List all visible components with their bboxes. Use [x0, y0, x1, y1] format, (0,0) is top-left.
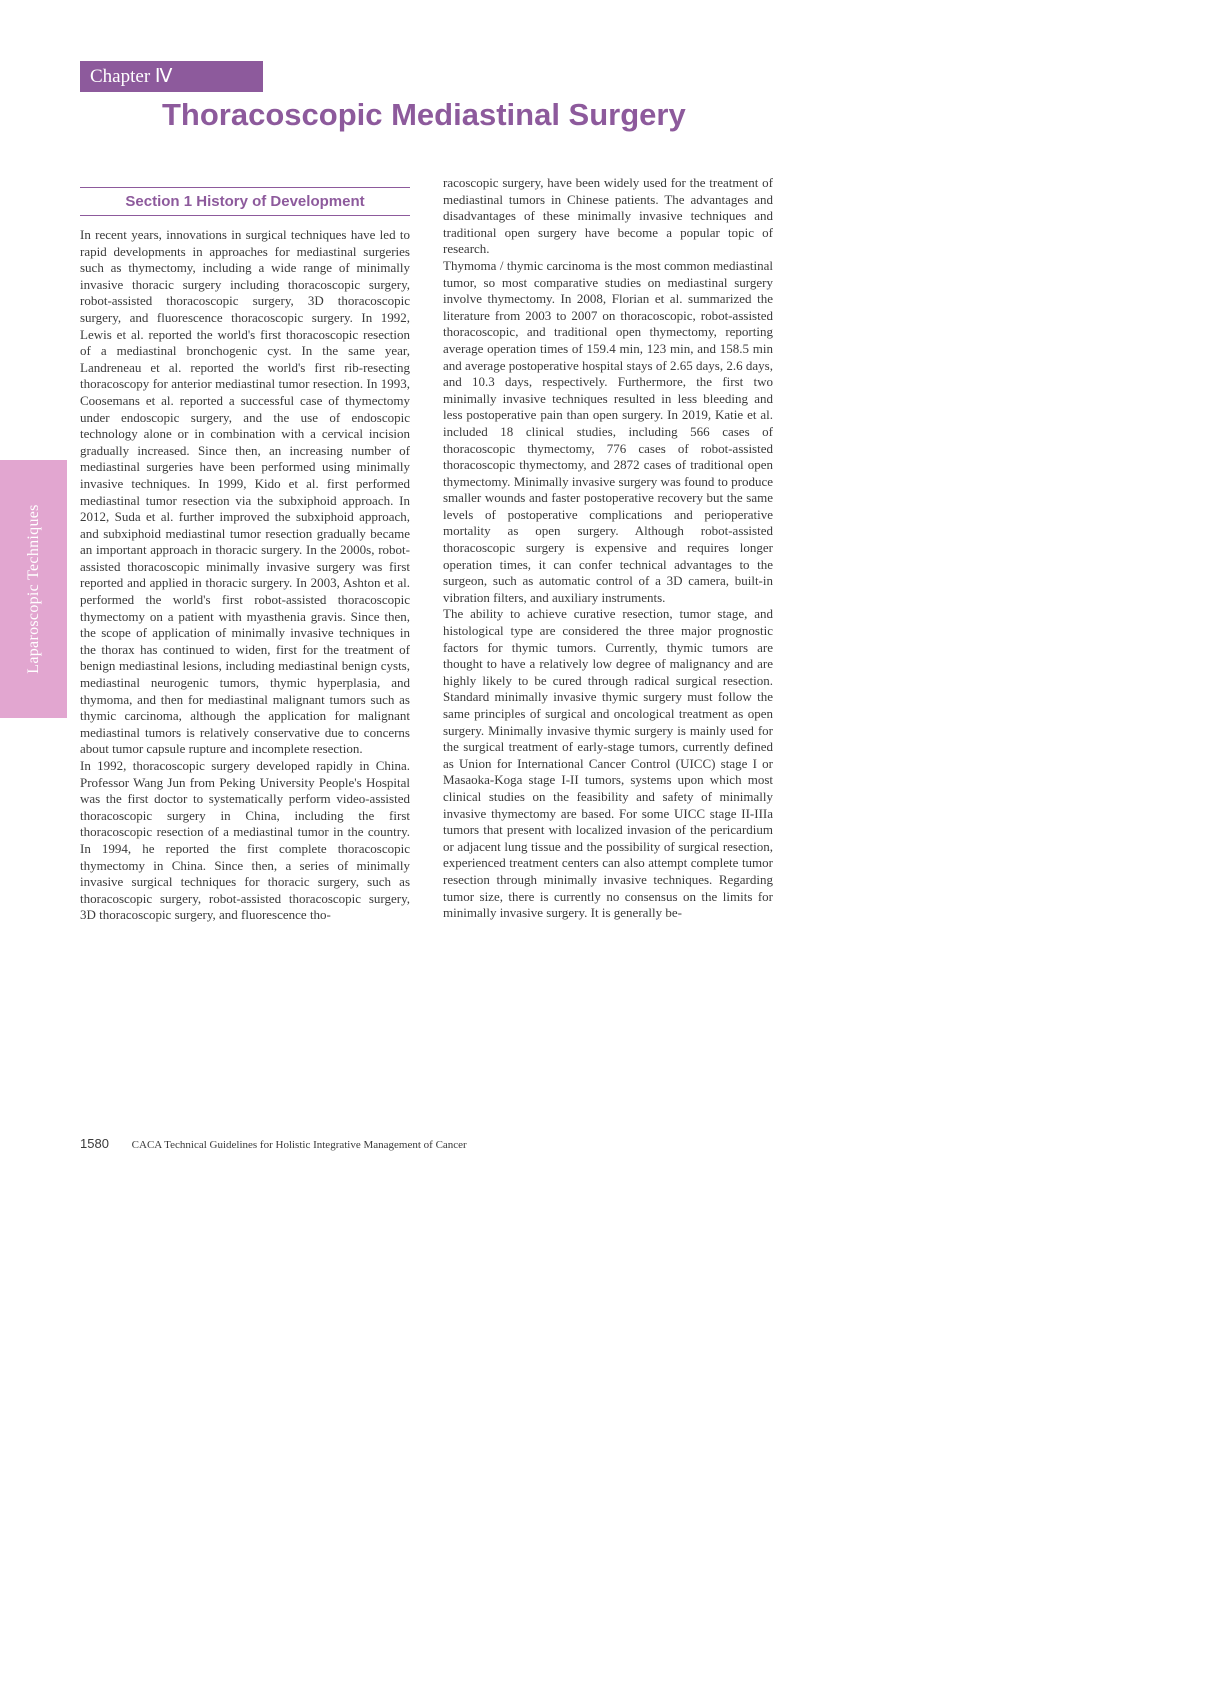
- chapter-label: Chapter Ⅳ: [80, 61, 263, 92]
- page-number: 1580: [80, 1136, 109, 1151]
- chapter-title: Thoracoscopic Mediastinal Surgery: [162, 97, 686, 132]
- page-footer: [80, 1136, 467, 1151]
- paragraph: In 1992, thoracoscopic surgery developed rapidly in China. Professor Wang Jun from Peking University People's Hospital was the first doctor to systematically perform video-assisted thoracoscopic surgery in China, including the first thoracoscopic resection of a mediastinal tumor in the country. In 1994, he reported the first complete thoracoscopic thymectomy in China. Since then, a series of minimally invasive surgical techniques for thoracic surgery, such as thoracoscopic surgery, robot-assisted thoracoscopic surgery, 3D thoracoscopic surgery, and fluorescence tho-: [80, 758, 410, 923]
- left-column: [80, 187, 410, 924]
- paragraph: Thymoma / thymic carcinoma is the most common mediastinal tumor, so most comparative studies on mediastinal surgery involve thymectomy. In 2008, Florian et al. summarized the literature from 2003 to 2007 on thoracoscopic, robot-assisted thoracoscopic, and traditional open thymectomy, reporting average operation times of 159.4 min, 123 min, and 158.5 min and average postoperative hospital stays of 2.65 days, 2.6 days, and 10.3 days, respectively. Furthermore, the first two minimally invasive techniques resulted in less bleeding and less postoperative pain than open surgery. In 2019, Katie et al. included 18 clinical studies, including 566 cases of thoracoscopic thymectomy, 776 cases of robot-assisted thoracoscopic thymectomy, and 2872 cases of traditional open thymectomy. Minimally invasive surgery was found to produce smaller wounds and faster postoperative recovery but the same levels of postoperative complications and perioperative mortality as open surgery. Although robot-assisted thoracoscopic surgery is expensive and requires longer operation times, it can confer technical advantages to the surgeon, such as automatic control of a 3D camera, built-in vibration filters, and auxiliary instruments.: [443, 257, 773, 605]
- paragraph: racoscopic surgery, have been widely used for the treatment of mediastinal tumors in Chinese patients. The advantages and disadvantages of these minimally invasive techniques and traditional open surgery have become a popular topic of research.: [443, 175, 773, 257]
- publication-title: CACA Technical Guidelines for Holistic Integrative Management of Cancer: [131, 1139, 467, 1151]
- section-heading: Section 1 History of Development: [80, 187, 410, 216]
- side-tab-label: Laparoscopic Techniques: [24, 504, 42, 674]
- paragraph: In recent years, innovations in surgical techniques have led to rapid developments in approaches for mediastinal surgeries such as thymectomy, including a wide range of minimally invasive thoracic surgery including thoracoscopic surgery, robot-assisted thoracoscopic surgery, 3D thoracoscopic surgery, and fluorescence thoracoscopic surgery. In 1992, Lewis et al. reported the world's first thoracoscopic resection of a mediastinal bronchogenic cyst. In the same year, Landreneau et al. reported the world's first rib-resecting thoracoscopy for anterior mediastinal tumor resection. In 1993, Coosemans et al. reported a successful case of thymectomy under endoscopic surgery, and the use of endoscopic technology alone or in combination with a cervical incision gradually increased. Since then, an increasing number of mediastinal surgeries have been performed using minimally invasive techniques. In 1999, Kido et al. first performed mediastinal tumor resection via the subxiphoid approach. In 2012, Suda et al. further improved the subxiphoid approach, and subxiphoid mediastinal tumor resection gradually became an important approach in thoracic surgery. In the 2000s, robot-assisted thoracoscopic minimally invasive surgery was first reported and applied in thoracic surgery. In 2003, Ashton et al. performed the world's first robot-assisted thoracoscopic thymectomy on a patient with myasthenia gravis. Since then, the scope of application of minimally invasive techniques in the thorax has continued to widen, first for the treatment of benign mediastinal lesions, including mediastinal benign cysts, mediastinal neurogenic tumors, thymic hyperplasia, and thymoma, and then for mediastinal malignant tumors such as thymic carcinoma, although the application for malignant mediastinal tumors is relatively conservative due to concerns about tumor capsule rupture and incomplete resection.: [80, 227, 410, 757]
- paragraph: The ability to achieve curative resection, tumor stage, and histological type are considered the three major prognostic factors for thymic tumors. Currently, thymic tumors are thought to have a relatively low degree of malignancy and are highly likely to be cured through radical surgical resection. Standard minimally invasive thymic surgery must follow the same principles of surgical and oncological treatment as open surgery. Minimally invasive thymic surgery is mainly used for the surgical treatment of early-stage tumors, currently defined as Union for International Cancer Control (UICC) stage I or Masaoka-Koga stage I-II tumors, systems upon which most clinical studies on the feasibility and safety of minimally invasive thymectomy are based. For some UICC stage II-IIIa tumors that present with localized invasion of the pericardium or adjacent lung tissue and the possibility of surgical resection, experienced treatment centers can also attempt complete tumor resection through minimally invasive techniques. Regarding tumor size, there is currently no consensus on the limits for minimally invasive surgery. It is generally be-: [443, 606, 773, 921]
- right-column: [443, 175, 773, 922]
- side-tab: [0, 460, 67, 718]
